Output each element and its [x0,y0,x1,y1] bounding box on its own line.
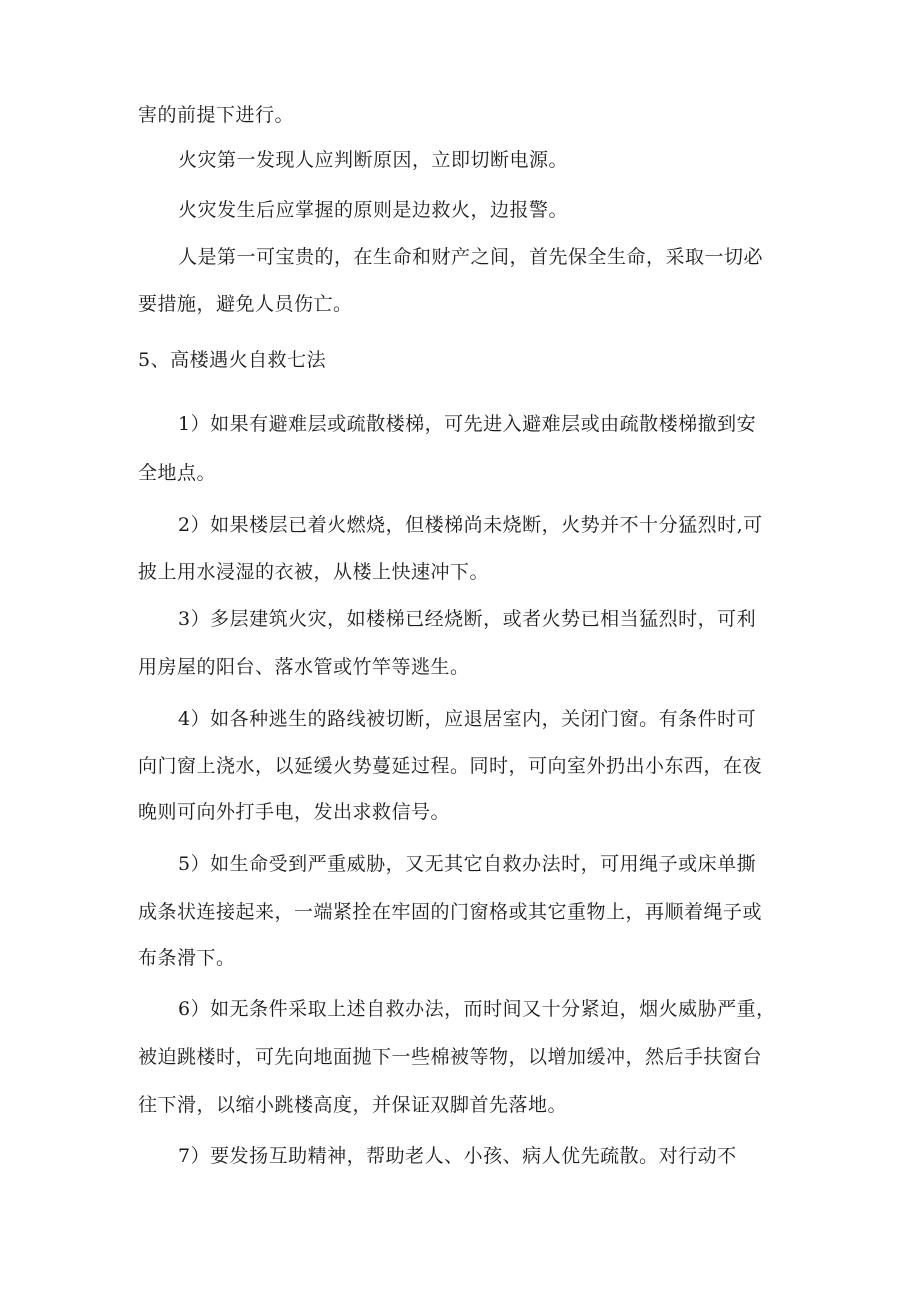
text-line: 4）如各种逃生的路线被切断，应退居室内，关闭门窗。有条件时可 [178,708,757,730]
text-line: 7）要发扬互助精神，帮助老人、小孩、病人优先疏散。对行动不 [178,1145,737,1167]
text-line: 害的前提下进行。 [138,104,295,126]
text-line: 1）如果有避难层或疏散楼梯，可先进入避难层或由疏散楼梯撤到安 [178,413,757,435]
text-line: 全地点。 [138,462,217,484]
text-line: 被迫跳楼时，可先向地面抛下一些棉被等物，以增加缓冲，然后手扶窗台 [138,1046,763,1068]
text-line: 向门窗上浇水，以延缓火势蔓延过程。同时，可向室外扔出小东西，在夜 [138,755,763,777]
text-line: 5）如生命受到严重威胁，又无其它自救办法时，可用绳子或床单撕 [178,853,757,875]
section-heading: 5、高楼遇火自救七法 [138,349,327,371]
text-line: 晚则可向外打手电，发出求救信号。 [138,801,451,823]
text-line: 3）多层建筑火灾，如楼梯已经烧断，或者火势已相当猛烈时，可利 [178,608,757,630]
text-line: 火灾第一发现人应判断原因，立即切断电源。 [178,149,569,171]
text-line: 用房屋的阳台、落水管或竹竿等逃生。 [138,656,470,678]
text-line: 6）如无条件采取上述自救办法，而时间又十分紧迫，烟火威胁严重， [178,998,776,1020]
text-line: 披上用水浸湿的衣被，从楼上快速冲下。 [138,561,490,583]
text-line: 往下滑，以缩小跳楼高度，并保证双脚首先落地。 [138,1094,568,1116]
text-line: 人是第一可宝贵的，在生命和财产之间，首先保全生命，采取一切必 [178,246,764,268]
text-line: 要措施，避免人员伤亡。 [138,293,353,315]
text-line: 成条状连接起来，一端紧拴在牢固的门窗格或其它重物上，再顺着绳子或 [138,901,763,923]
text-line: 布条滑下。 [138,947,236,969]
text-line: 火灾发生后应掌握的原则是边救火，边报警。 [178,199,569,221]
text-line: 2）如果楼层已着火燃烧，但楼梯尚未烧断，火势并不十分猛烈时,可 [178,514,763,536]
